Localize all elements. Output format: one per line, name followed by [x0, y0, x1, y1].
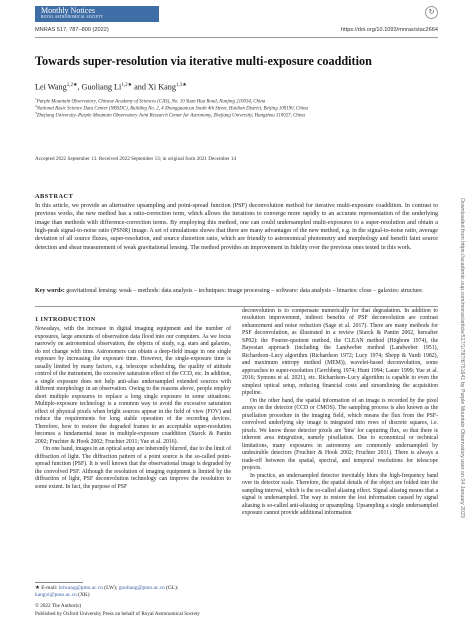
publisher-line: Published by Oxford University Press on behalf of Royal Astronomical Society	[35, 611, 200, 617]
author-list	[35, 82, 187, 92]
author-affil-marker: 1,2★	[66, 83, 78, 88]
header-divider	[35, 37, 438, 38]
affiliation-marker: 3	[35, 111, 37, 115]
footnote-marker: ★	[35, 585, 40, 591]
keywords-label: Key words:	[35, 288, 65, 294]
check-for-updates-icon[interactable]: ↻	[425, 6, 438, 19]
right-column	[242, 308, 438, 518]
journal-name: Monthly Notices	[41, 6, 95, 15]
footnote-emails	[35, 585, 178, 591]
abstract-text: In this article, we provide an alternative upsampling and point-spread function (PSF) deconvolution method for iterative multi-exposure coaddition. In contrast to previous works, the new method has a ratio-correction term, which allows the iterations to converge more rapidly to an accurate representation of the underlying image than methods with difference-correction terms. By employing this method, one can could undersampled multi-exposures to a super-resolution and obtain a high-peak signal-to-noise ratio (PSNR) image. A set of simulations shows that there are many advantages of the new method, e.g. in the signal-to-noise ratio, average deviation of all source fluxes, super-resolution, and source distortion ratio, which are friendly to astronomical photometry and morphology and benefit faint source detection and shear measurement of weak gravitational lensing. The method provides an improvement in fidelity over the previous ones tested in this work.	[35, 203, 438, 251]
accepted-dates: Accepted 2022 September 13. Received 2022 September 13; in original form 2021 December 14	[35, 156, 237, 162]
footnote-emails-cont	[35, 592, 90, 598]
body-paragraph: deconvolution is to compensate numerically for that degradation. In addition to resolution improvement, indirect benefits of PSF deconvolution are contrast enhancement and noise reduction (Sage et al. 2017). There are many methods for PSF deconvolution, as illustrated in a review (Starck & Pantin 2002, hereafter SP02): the Fourier-quotient method, the CLEAN method (Högbom 1974), the Bayesian approach (including the Landweber method (Landweber 1951), Richardson–Lucy algorithm (Richardson 1972; Lucy 1974; Shepp & Vardi 1982), and maximum entropy method (MEM)), wavelet-based deconvolution, some approaches to super-resolution (Gerchberg 1974; Hunt 1994; Lauer 1999; Yue et al. 2016; Symons et al. 2021), etc. Richardson–Lucy algorithm is capable to even the simplest optical setup, reducing financial costs and streamlining the acquisition pipeline.	[242, 308, 438, 397]
author-separator: and	[134, 82, 146, 92]
affiliation-text: Zhejiang University–Purple Mountain Observatory Joint Research Center for Astronomy, Zhejiang University, Hangzhou 310027, China	[36, 113, 305, 119]
citation: MNRAS 517, 787–800 (2022)	[35, 27, 109, 33]
author-name: Lei Wang	[35, 82, 67, 92]
author-separator: ,	[77, 82, 80, 92]
email-owner: (LW);	[104, 585, 118, 591]
affiliation-marker: 1	[35, 97, 37, 101]
author-name: Xi Kang	[147, 82, 176, 92]
body-paragraph: On one hand, images in an optical setup are inherently blurred, due to the limit of diffraction of light. The diffraction pattern of a point source is the so-called point-spread function (PSF). It is well known that the observational image is degraded by the convolved PSF. Although the resolution of imaging equipment is limited by the diffraction of light, PSF deconvolution technology can improve the resolution to some extent. In fact, the purpose of PSF	[35, 446, 231, 490]
journal-society: ROYAL ASTRONOMICAL SOCIETY	[41, 15, 104, 19]
body-paragraph: Nowadays, with the increase in digital imaging equipment and the number of exposures, large amounts of observation data flood into our computers. As we focus narrowly on astronomical observation, the objects of study, e.g. stars and galaxies, do not change with time. Astronomers can obtain a deep-field image in one single exposure by increasing the exposure time. However, the single-exposure time is usually limited by many factors, e.g. telescope scheduling, the quality of attitude control of the instrument, the excessive saturation effect of the CCD, etc. In addition, a single exposure does not help anti-alias undersampled extended sources with different morphology in an observation. Owing to the reasons above, people employ short multiple exposures to replace a long single exposure in some situations. Multiple-exposure technology is a common way to avoid the excessive saturation effect of physical pixels when bright sources appear in the field of view (FOV) and reduce the requirements for long stable operation of the recording devices. Therefore, how to restore the degraded frames to an acceptable super-resolution becomes a fundamental issue in multiple-exposure coaddition (Starck & Pantin 2002; Fruchter & Hook 2002; Fruchter 2011; Yue et al. 2016).	[35, 326, 231, 445]
email-owner: (XK)	[78, 592, 90, 598]
affiliation	[35, 111, 305, 119]
doi-link[interactable]: https://doi.org/10.1093/mnras/stac2664	[340, 27, 438, 33]
paper-title: Towards super-resolution via iterative multi-exposure coaddition	[35, 54, 372, 68]
download-watermark-text: Downloaded from https://academic.oup.com/mnras/article/517/1/787/6751641 by Purple Mountain Observatory user on 04 January 2023	[459, 198, 465, 518]
download-watermark	[458, 150, 466, 570]
keywords-text: gravitational lensing: weak – methods: data analysis – techniques: image processing – software: data analysis – binaries: close – galaxies: structure.	[66, 288, 424, 294]
left-column	[35, 316, 231, 491]
abstract-heading: ABSTRACT	[35, 193, 74, 200]
footnote-divider	[35, 582, 83, 583]
author-name: Guoliang Li	[81, 82, 122, 92]
email-link[interactable]: kangxi@pmo.ac.cn	[35, 592, 77, 598]
abstract-divider	[35, 306, 438, 307]
author-affil-marker: 1,2★	[121, 83, 133, 88]
keywords	[35, 287, 438, 295]
affiliation-text: National Basic Science Data Center (NBSDC), Building No. 2, 4 Zhongguancun South 4th Street, Haidian District, Beijing 100190, China	[36, 106, 308, 112]
email-link[interactable]: guoliang@pmo.ac.cn	[118, 585, 165, 591]
body-paragraph: In practice, an undersampled detector inevitably blurs the high-frequency band over its detector scale. Therefore, the spatial details of the object are folded into the sampling interval, which is the so-called aliasing effect. Signal aliasing means that a signal is undersampled. The way to restore the lost information caused by signal aliasing is so-called anti-aliasing or upsampling. Upsampling a single undersampled exposure cannot provide additional information	[242, 472, 438, 517]
email-owner: (GL);	[166, 585, 179, 591]
journal-logo[interactable]	[35, 6, 159, 22]
email-link[interactable]: leiwang@pmo.ac.cn	[58, 585, 103, 591]
affiliation-text: Purple Mountain Observatory, Chinese Academy of Sciences (CAS), No. 10 Yuan Hua Road, Nanjing 210034, China	[36, 99, 266, 105]
body-paragraph: On the other hand, the spatial information of an image is recorded by the pixel arrays on the detector (CCD or CMOS). The sampling process is also known as the pixellation procedure in the imaging field, which means the flux from the PSF-convolved underlying sky image is integrated into rows of discrete squares, i.e. pixels. We know those detector pixels are 'bins' for capturing flux, so that there is inherent area integration, namely pixellation. Due to economical or technical limitations, many exposures in astronomy are commonly undersampled by undesirable detectors (Fruchter & Hook 2002; Fruchter 2011). There is always a trade-off between the spatial, spectral, and temporal resolutions for telescope projects.	[242, 397, 438, 472]
section-heading: 1 INTRODUCTION	[35, 316, 96, 323]
copyright-line: © 2022 The Author(s)	[35, 603, 82, 609]
email-label: E-mail:	[41, 585, 58, 591]
affiliation-marker: 2	[35, 104, 37, 108]
author-affil-marker: 1,3★	[175, 83, 187, 88]
